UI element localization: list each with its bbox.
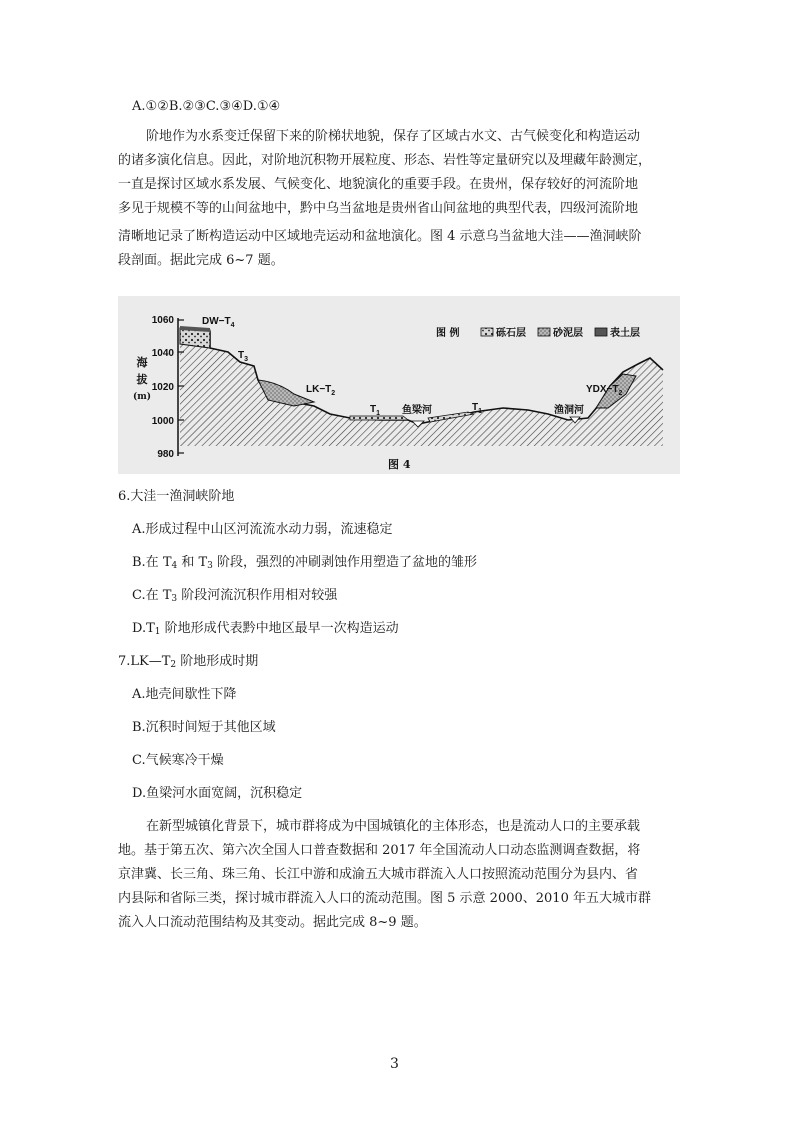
y-axis-label-1: 海 — [136, 356, 148, 369]
closing-line: 地。基于第五次、第六次全国人口普查数据和 2017 年全国流动人口动态监测调查数据，将 — [118, 843, 641, 858]
label-yuliang-river: 鱼梁河 — [402, 405, 432, 416]
label-t3: $T_3$ — [238, 350, 249, 363]
y-tick-label: 1040 — [151, 348, 174, 359]
closing-paragraph — [118, 815, 651, 935]
legend-label-topsoil: 表土层 — [610, 328, 640, 339]
y-tick-label: 1060 — [151, 315, 174, 326]
legend-title: 图 例 — [436, 328, 460, 339]
q6-stem: 6.大洼一渔洞峡阶地 — [118, 489, 235, 504]
figure-caption: 图 4 — [388, 458, 411, 471]
legend-swatch-sandmud — [538, 328, 550, 336]
closing-line: 京津冀、长三角、珠三角、长江中游和成渝五大城市群流入人口按照流动范围分为县内、省 — [118, 867, 639, 882]
y-tick-label: 1000 — [151, 416, 174, 427]
intro-line: 清晰地记录了断构造运动中区域地壳运动和盆地演化。图 4 示意乌当盆地大洼——渔洞峡阶 — [118, 229, 642, 244]
intro-line: 多见于规模不等的山间盆地中，黔中乌当盆地是贵州省山间盆地的典型代表，四级河流阶地 — [118, 201, 639, 216]
legend-swatch-gravel — [481, 328, 493, 336]
closing-line: 流入人口流动范围结构及其变动。据此完成 8~9 题。 — [118, 915, 427, 930]
label-t1-right: $T_1$ — [472, 402, 483, 415]
y-tick-label: 980 — [157, 449, 174, 460]
q7-stem: $7.LK—T_2$ 阶地形成时期 — [118, 654, 259, 670]
closing-line: 在新型城镇化背景下，城市群将成为中国城镇化的主体形态，也是流动人口的主要承载 — [146, 819, 641, 834]
y-axis-label-2: 拔 — [136, 373, 148, 386]
intro-paragraph — [118, 125, 651, 273]
intro-line: 一直是探讨区域水系发展、气候变化、地貌演化的重要手段。在贵州，保存较好的河流阶地 — [118, 177, 639, 192]
intro-line: 的诸多演化信息。因此，对阶地沉积物开展粒度、形态、岩性等定量研究以及埋藏年龄测定， — [118, 153, 652, 168]
intro-line: 阶地作为水系变迁保留下来的阶梯状地貌，保存了区域古水文、古气候变化和构造运动 — [146, 129, 641, 144]
label-t1-left: $T_1$ — [370, 404, 381, 417]
q7-option-a: A.地壳间歇性下降 — [132, 687, 237, 702]
page-number: 3 — [390, 1056, 399, 1072]
intro-line: 段剖面。据此完成 6~7 题。 — [118, 253, 284, 268]
legend-swatch-topsoil — [595, 328, 607, 336]
legend-label-gravel: 砾石层 — [496, 328, 526, 339]
q6-option-b: B.在 $T_4$ 和 $T_3$ 阶段，强烈的冲刷剥蚀作用塑造了盆地的雏形 — [132, 555, 478, 571]
legend-label-sandmud: 砂泥层 — [553, 328, 583, 339]
q7-option-c: C.气候寒冷干燥 — [132, 753, 224, 768]
q7-option-b: B.沉积时间短于其他区域 — [132, 720, 276, 735]
y-tick-label: 1020 — [151, 382, 174, 393]
label-yudong-river: 渔洞河 — [554, 405, 584, 416]
label-dw-t4: $DW-T_4$ — [202, 316, 235, 329]
q6-option-a: A.形成过程中山区河流流水动力弱，流速稳定 — [132, 522, 393, 537]
answer-options-line: A.①②B.②③C.③④D.①④ — [132, 99, 281, 114]
terrace-profile-figure — [118, 296, 680, 474]
closing-line: 内县际和省际三类，探讨城市群流入人口的流动范围。图 5 示意 2000、2010 年五大城市群 — [118, 891, 651, 906]
q6-option-d: $D.T_1$ 阶地形成代表黔中地区最早一次构造运动 — [132, 621, 399, 637]
y-axis-label-unit: (m) — [132, 392, 152, 402]
q7-option-d: D.鱼梁河水面宽阔，沉积稳定 — [132, 786, 303, 801]
q6-option-c: C.在 $T_3$ 阶段河流沉积作用相对较强 — [132, 588, 338, 604]
label-lk-t2: $LK-T_2$ — [306, 384, 336, 397]
label-ydx-t2: $YDX-T_2$ — [586, 384, 623, 397]
